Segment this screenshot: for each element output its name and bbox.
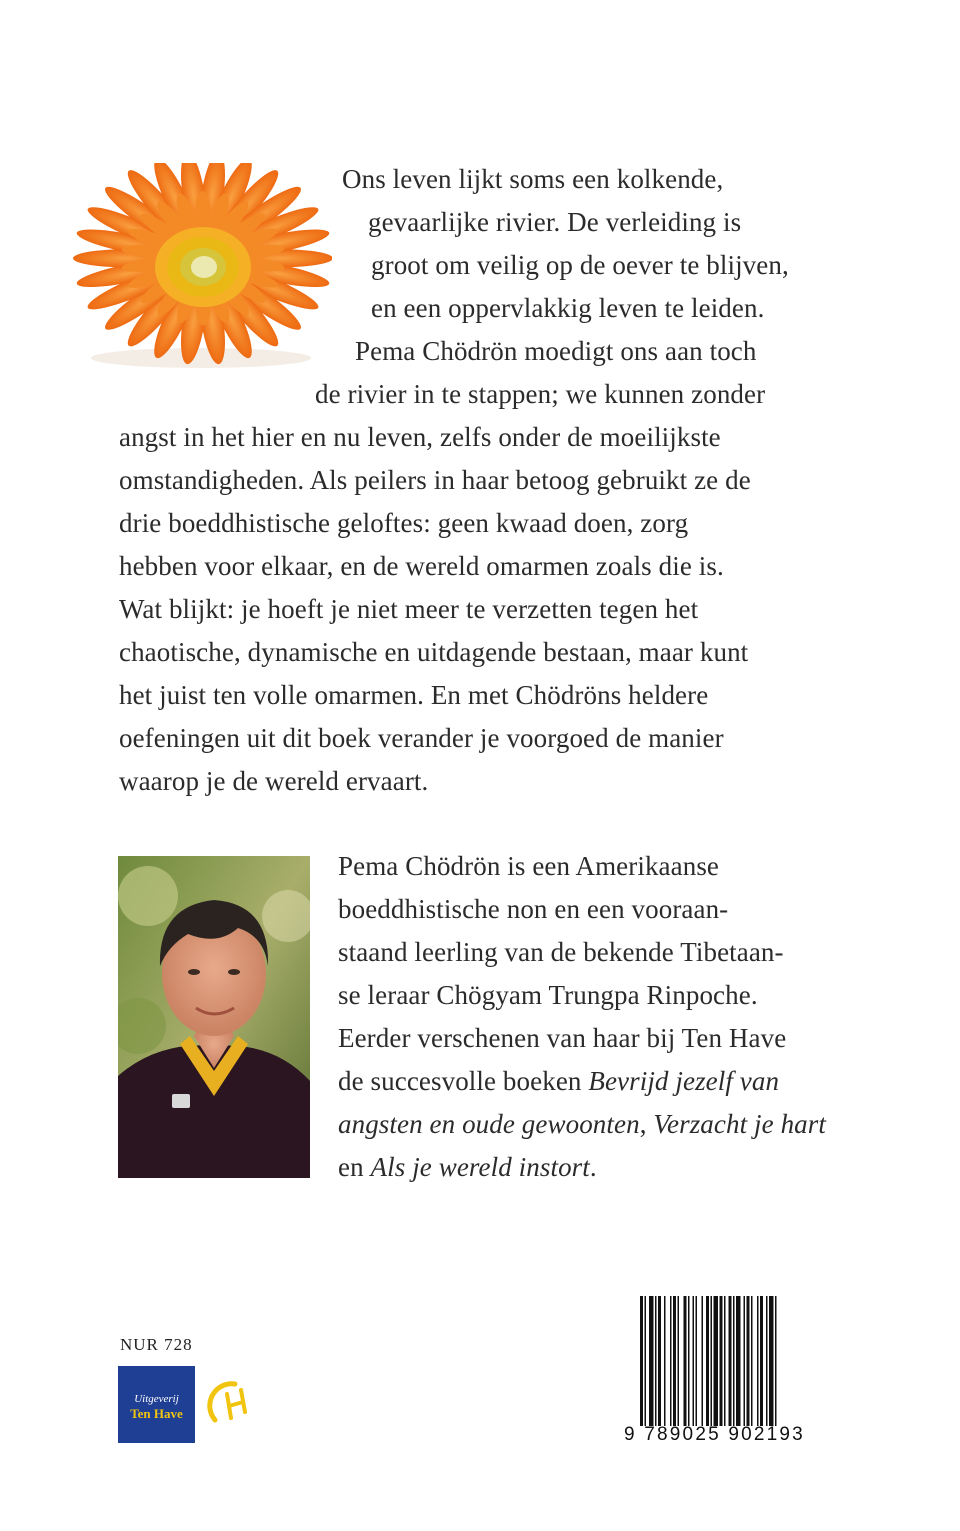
blurb-line-15: waarop je de wereld ervaart. [119,766,429,796]
author-line-4: se leraar Chögyam Trungpa Rinpoche. [338,980,758,1010]
author-separator: , [639,1109,654,1139]
author-line-8 [338,1154,597,1181]
publisher-logo-bottom: Ten Have [130,1406,183,1421]
isbn-barcode [640,1296,822,1426]
blurb-line-13: het juist ten volle omarmen. En met Chödröns heldere [119,680,709,710]
blurb-line-11: Wat blijkt: je hoeft je niet meer te verzetten tegen het [119,594,699,624]
author-line-7 [338,1111,826,1138]
blurb-line-5: Pema Chödrön moedigt ons aan toch [355,336,757,366]
author-photo [118,856,310,1178]
nur-code: NUR 728 [120,1335,193,1354]
blurb-line-6: de rivier in te stappen; we kunnen zonder [315,379,766,409]
blurb-line-4: en een oppervlakkig leven te leiden. [371,293,765,323]
isbn-number: 9 789025 902193 [624,1424,805,1445]
blurb-line-10: hebben voor elkaar, en de wereld omarmen zoals die is. [119,551,724,581]
book-title-1b: angsten en oude gewoonten [338,1109,640,1139]
author-end: . [589,1152,597,1182]
author-line-1: Pema Chödrön is een Amerikaanse [338,851,720,881]
blurb-line-12: chaotische, dynamische en uitdagende bestaan, maar kunt [119,637,749,667]
author-line-8-text: en [338,1152,371,1182]
blurb-line-3: groot om veilig op de oever te blijven, [371,250,789,280]
blurb-line-9: drie boeddhistische geloftes: geen kwaad doen, zorg [119,508,689,538]
book-title-2: Verzacht je hart [653,1109,826,1139]
author-line-6-text: de succesvolle boeken [338,1066,589,1096]
author-line-2: boeddhistische non en een vooraan- [338,894,729,924]
author-line-6 [338,1068,779,1095]
blurb-line-7: angst in het hier en nu leven, zelfs onder de moeilijkste [119,422,721,452]
blurb-line-14: oefeningen uit dit boek verander je voorgoed de manier [119,723,724,753]
author-line-3: staand leerling van de bekende Tibetaan- [338,937,784,967]
ten-have-h-icon [205,1378,261,1432]
publisher-logo [118,1366,195,1443]
blurb-line-2: gevaarlijke rivier. De verleiding is [368,207,742,237]
publisher-logo-top: Uitgeverij [134,1393,179,1405]
author-line-5: Eerder verschenen van haar bij Ten Have [338,1023,787,1053]
book-title-3: Als je wereld instort [370,1152,590,1182]
book-title-1a: Bevrijd jezelf van [588,1066,780,1096]
blurb-line-8: omstandigheden. Als peilers in haar betoog gebruikt ze de [119,465,751,495]
gerbera-flower-image [70,163,332,375]
blurb-line-1: Ons leven lijkt soms een kolkende, [342,164,724,194]
